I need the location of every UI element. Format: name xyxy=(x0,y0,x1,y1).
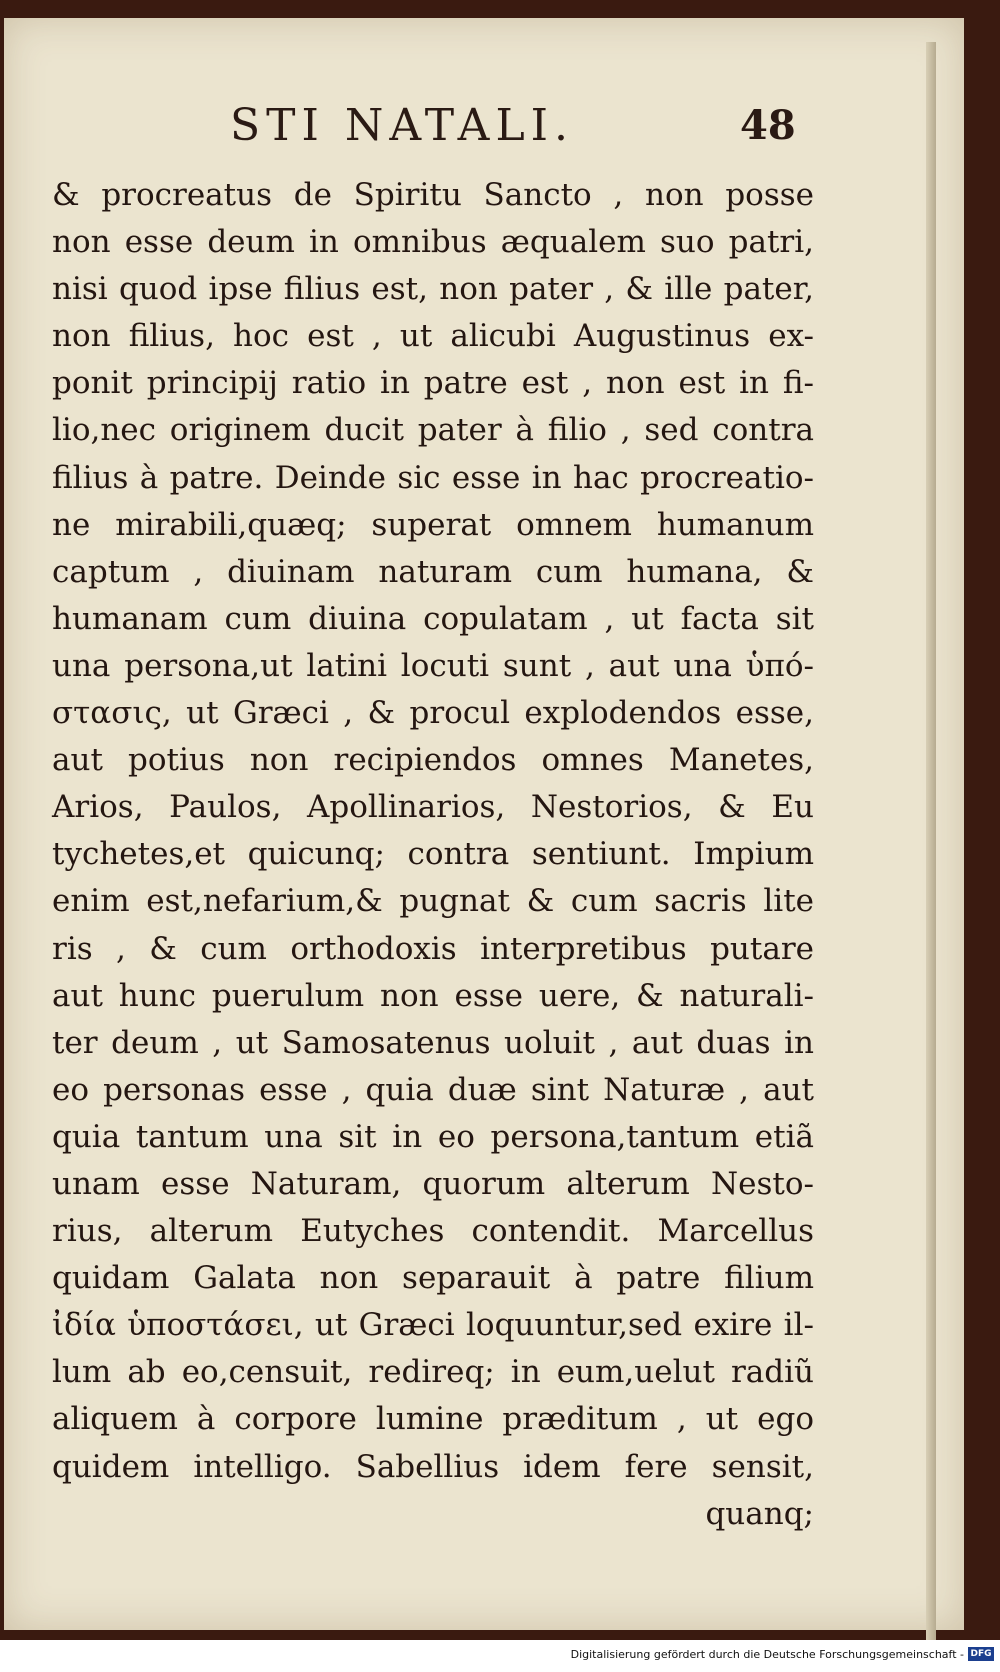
text-line: filius à patre. Deinde sic esse in hac procreatio- xyxy=(52,459,814,496)
text-line: enim est,nefarium,& pugnat & cum sacris lite xyxy=(52,883,814,920)
text-line: aut potius non recipiendos omnes Manetes, xyxy=(52,742,814,779)
text-line: non filius, hoc est , ut alicubi Augustinus ex- xyxy=(52,318,814,355)
text-block xyxy=(52,172,814,1538)
text-line: aliquem à corpore lumine præditum , ut ego xyxy=(52,1401,814,1438)
text-line: quanq; xyxy=(705,1495,814,1532)
text-line: rius, alterum Eutyches contendit. Marcellus xyxy=(52,1213,814,1250)
text-line: unam esse Naturam, quorum alterum Nesto- xyxy=(52,1165,814,1202)
text-line: nisi quod ipse filius est, non pater , & ille pater, xyxy=(52,271,814,308)
digitization-credit: Digitalisierung gefördert durch die Deutsche Forschungsgemeinschaft - xyxy=(570,1648,964,1661)
page-number: 48 xyxy=(740,102,796,149)
text-line: ponit principij ratio in patre est , non est in fi- xyxy=(52,365,814,402)
text-line: & procreatus de Spiritu Sancto , non posse xyxy=(52,177,814,213)
text-line: eo personas esse , quia duæ sint Naturæ , aut xyxy=(52,1071,814,1108)
text-line: ἰδία ὑποστάσει, ut Græci loquuntur,sed exire il- xyxy=(52,1307,814,1344)
text-line: ter deum , ut Samosatenus uoluit , aut duas in xyxy=(52,1024,814,1061)
text-line: lio,nec originem ducit pater à filio , sed contra xyxy=(52,412,814,449)
footer-bar xyxy=(0,1640,1000,1672)
text-line: tychetes,et quicunq; contra sentiunt. Impium xyxy=(52,836,814,873)
dfg-logo: DFG xyxy=(968,1647,994,1661)
text-line: quidam Galata non separauit à patre filium xyxy=(52,1260,814,1297)
text-line: aut hunc puerulum non esse uere, & naturali- xyxy=(52,977,814,1014)
text-line: lum ab eo,censuit, redireq; in eum,uelut radiũ xyxy=(52,1354,814,1391)
text-line: una persona,ut latini locuti sunt , aut una ὑπό- xyxy=(52,647,814,684)
text-line: non esse deum in omnibus æqualem suo patri, xyxy=(52,224,814,261)
text-line: ne mirabili,quæq; superat omnem humanum xyxy=(52,506,814,543)
text-line: captum , diuinam naturam cum humana, & xyxy=(52,553,814,590)
text-line: humanam cum diuina copulatam , ut facta sit xyxy=(52,600,814,637)
running-head: STI NATALI. xyxy=(230,100,575,151)
text-line: στασις, ut Græci , & procul explodendos esse, xyxy=(52,695,814,732)
text-line: ris , & cum orthodoxis interpretibus putare xyxy=(52,930,814,967)
page-edge xyxy=(926,42,936,1642)
text-line: quidem intelligo. Sabellius idem fere sensit, xyxy=(52,1448,814,1485)
text-line: Arios, Paulos, Apollinarios, Nestorios, & Eu xyxy=(52,789,814,826)
text-line: quia tantum una sit in eo persona,tantum etiã xyxy=(52,1118,814,1155)
